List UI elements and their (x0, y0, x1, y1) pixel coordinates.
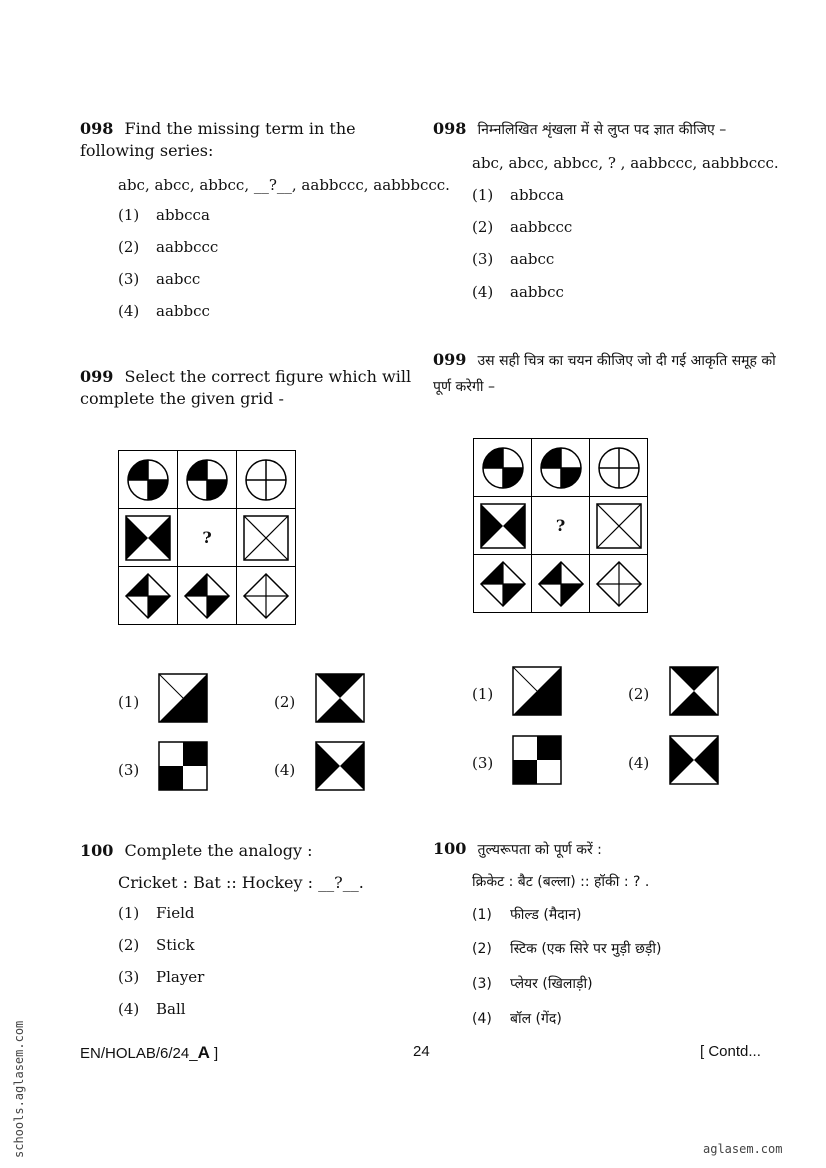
box-cross-icon (237, 509, 296, 567)
q98-hi-option-3: (3) aabcc (472, 250, 555, 268)
option-bowtie-icon (315, 741, 365, 791)
q98-hi-text: निम्नलिखित शृंखला में से लुप्त पद ज्ञात कीजिए – (477, 122, 727, 138)
grid-missing-cell: ? (532, 497, 590, 555)
diamond-white-icon (590, 555, 648, 613)
option-checker-icon (512, 735, 562, 785)
q100-en-option-1: (1) Field (118, 904, 195, 922)
q98-hi-series: abc, abcc, abbcc, ? , aabbccc, aabbbccc. (472, 154, 779, 172)
q100-en-option-3: (3) Player (118, 968, 205, 986)
q100-hi-option-2: (2) स्टिक (एक सिरे पर मुड़ी छड़ी) (472, 941, 662, 957)
q100-hi: 100 तुल्यरूपता को पूर्ण करें : (433, 839, 602, 858)
q99-en-option-3-label: (3) (118, 761, 140, 779)
series-letter: A (197, 1043, 210, 1062)
q98-en-option-4: (4) aabbcc (118, 302, 210, 320)
q99-hi-option-4-label: (4) (628, 754, 650, 772)
q98-en-option-3: (3) aabcc (118, 270, 201, 288)
q100-hi-analogy: क्रिकेट : बैट (बल्ला) :: हॉकी : ? . (472, 874, 650, 890)
circle-half-black-icon (119, 451, 178, 509)
circle-half-black-icon (474, 439, 532, 497)
option-diagonal-half-icon (158, 673, 208, 723)
diamond-half-black-icon (474, 555, 532, 613)
q100-en-analogy: Cricket : Bat :: Hockey : __?__. (118, 873, 364, 892)
option-hourglass-icon (669, 666, 719, 716)
q99-hi-option-1-label: (1) (472, 685, 494, 703)
box-cross-icon (590, 497, 648, 555)
q98-en-text: Find the missing term in the following series: (80, 119, 356, 160)
circle-white-icon (590, 439, 648, 497)
q100-en-option-4: (4) Ball (118, 1000, 186, 1018)
option-bowtie-icon (669, 735, 719, 785)
bottom-watermark: aglasem.com (703, 1142, 783, 1156)
bowtie-black-icon (474, 497, 532, 555)
q100-hi-option-1: (1) फील्ड (मैदान) (472, 907, 582, 923)
q98-hi-option-4: (4) aabbcc (472, 283, 564, 301)
q98-en-series: abc, abcc, abbcc, __?__, aabbccc, aabbbccc. (118, 176, 450, 194)
q99-en: 099 Select the correct figure which will complete the given grid - (80, 367, 412, 408)
q99-en-option-4-label: (4) (274, 761, 296, 779)
footer-code: EN/HOLAB/6/24_A ] (80, 1043, 219, 1062)
q99-en-option-2-label: (2) (274, 693, 296, 711)
diamond-white-icon (237, 567, 296, 625)
circle-half-black-icon (532, 439, 590, 497)
q100-en-option-2: (2) Stick (118, 936, 195, 954)
q100-hi-text: तुल्यरूपता को पूर्ण करें : (477, 842, 602, 858)
q100-en: 100 Complete the analogy : (80, 841, 313, 860)
q100-hi-option-4: (4) बॉल (गेंद) (472, 1011, 562, 1027)
diamond-half-black-icon (532, 555, 590, 613)
q98-en (80, 118, 415, 162)
footer-contd: [ Contd... (700, 1043, 761, 1060)
side-watermark: schools.aglasem.com (12, 1020, 26, 1158)
q100-hi-option-3: (3) प्लेयर (खिलाड़ी) (472, 976, 593, 992)
q100-en-text: Complete the analogy : (124, 841, 313, 860)
q98-hi-option-2: (2) aabbccc (472, 218, 573, 236)
q99-hi-grid (473, 438, 648, 613)
bowtie-black-icon (119, 509, 178, 567)
q99-en-grid (118, 450, 296, 625)
q98-en-option-2: (2) aabbccc (118, 238, 219, 256)
q98-hi: 098 निम्नलिखित शृंखला में से लुप्त पद ज्ञात कीजिए – (433, 119, 727, 138)
option-hourglass-icon (315, 673, 365, 723)
q99-hi-text: उस सही चित्र का चयन कीजिए जो दी गई आकृति समूह को पूर्ण करेगी – (433, 353, 776, 395)
q98-en-option-1: (1) abbcca (118, 206, 210, 224)
q98-number: 098 (80, 119, 114, 138)
option-diagonal-half-icon (512, 666, 562, 716)
q98-hi-option-1: (1) abbcca (472, 186, 564, 204)
grid-missing-cell: ? (178, 509, 237, 567)
q99-hi-option-3-label: (3) (472, 754, 494, 772)
q99-hi: 099 उस सही चित्र का चयन कीजिए जो दी गई आकृति समूह को पूर्ण करेगी – (433, 350, 776, 395)
circle-white-icon (237, 451, 296, 509)
circle-half-black-icon (178, 451, 237, 509)
q99-hi-option-2-label: (2) (628, 685, 650, 703)
page-number: 24 (413, 1043, 430, 1060)
diamond-half-black-icon (119, 567, 178, 625)
q99-en-text: Select the correct figure which will complete the given grid - (80, 367, 412, 408)
diamond-half-black-icon (178, 567, 237, 625)
q99-en-option-1-label: (1) (118, 693, 140, 711)
option-checker-icon (158, 741, 208, 791)
